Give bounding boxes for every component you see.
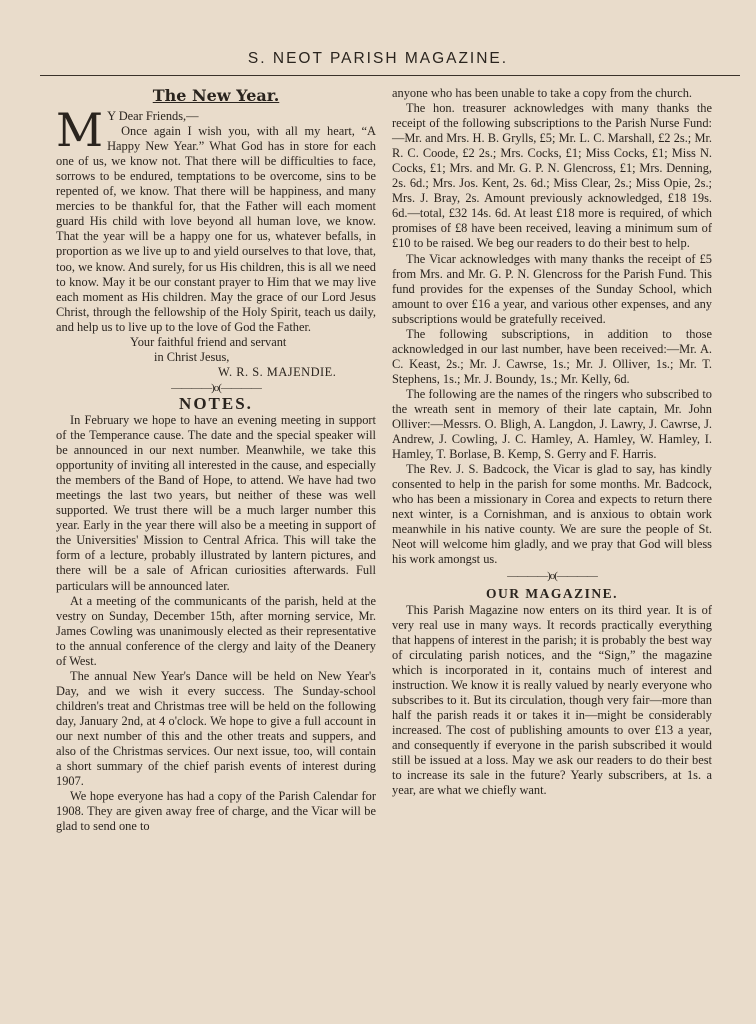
salutation: Y Dear Friends,— bbox=[107, 109, 199, 124]
notes-paragraph-communicants: At a meeting of the communicants of the parish, held at the vestry on Sunday, December 15th, after morning service, Mr. James Cowling was unanimously elected as their representative to the annual conference of the clergy and laity of the Deanery of West. bbox=[56, 593, 376, 668]
magazine-heading: OUR MAGAZINE. bbox=[485, 585, 618, 601]
header-rule bbox=[40, 75, 740, 76]
notes-paragraph-subscriptions: The following subscriptions, in addition to those acknowledged in our last number, have been received:—Mr. A. C. Keast, 2s.; Mr. J. Cawrse, 1s.; Mr. J. Olliver, 1s.; Mr. T. Stephens, 1s.; Mr. J. Boundy, 1s.; Mr. Kelly, 6d. bbox=[392, 326, 712, 386]
notes-paragraph-parish-fund: The Vicar acknowledges with many thanks the receipt of £5 from Mrs. and Mr. G. P. N. Glencross for the Parish Fund. This fund provides for the expenses of the Sunday School, which amount to over £16 a year, and various other expenses, and any subscriptions would be gratefully received. bbox=[392, 251, 712, 326]
notes-paragraph-ringers: The following are the names of the ringers who subscribed to the wreath sent in memory of their late captain, Mr. John Olliver:—Messrs. O. Bligh, A. Langdon, J. Lawry, J. Cawrse, J. Andrew, J. Cowling, J. C. Hamley, A. Hamley, W. Hamley, I. Hamley, T. Borlase, B. Kemp, S. Gerry and F. Harris. bbox=[392, 386, 712, 462]
notes-paragraph-calendar: We hope everyone has had a copy of the Parish Calendar for 1908. They are given away free of charge, and the Vicar will be glad to send one to bbox=[56, 789, 376, 834]
masthead: S. NEOT PARISH MAGAZINE. bbox=[247, 50, 509, 67]
drop-cap: M bbox=[56, 103, 104, 158]
notes-paragraph-badcock: The Rev. J. S. Badcock, the Vicar is glad to say, has kindly consented to help in the parish for some months. Mr. Badcock, who has been a missionary in Corea and expects to return there next winter, is a Cornishman, and is anxious to obtain work meanwhile in his native county. We are sure the people of St. Neot will welcome him gladly, and we pray that God will bless his work amongst us. bbox=[392, 462, 712, 567]
signature-line-1: Your faithful friend and servant bbox=[130, 334, 287, 349]
right-column bbox=[392, 86, 712, 798]
notes-paragraph-temperance: In February we hope to have an evening meeting in support of the Temperance cause. The date and the special speaker will be announced in our next number. Meanwhile, we take this opportunity of inviting all interested in the cause, and especially the members of the Band of Hope, to attend. We have had two meetings the last two years, but neither of these was well supported. We trust there will be a much larger number this year. Early in the year there will also be a meeting in support of the Universities' Mission to Central Africa. This will take the form of a lecture, probably illustrated by lantern pictures, and there will be a sale of African curiosities afterwards. Full particulars will be announced later. bbox=[56, 412, 376, 593]
section-divider: ————)o(———— bbox=[171, 381, 261, 394]
signature-line-2: in Christ Jesus, bbox=[154, 349, 230, 364]
notes-paragraph-nurse-fund: The hon. treasurer acknowledges with many thanks the receipt of the following subscriptions to the Parish Nurse Fund:—Mr. and Mrs. H. B. Grylls, £5; Mr. L. C. Marshall, £2 2s.; Mr. R. C. Coode, £2 2s.; Mrs. Cocks, £1; Miss Cocks, £1; Miss N. Cocks, £1; Mrs. and Mr. G. P. N. Glencross, £1; Mrs. Denning, 2s. 6d.; Mrs. Jos. Kent, 2s. 6d.; Miss Clear, 2s.; Miss Opie, 2s.; Mrs. J. Bray, 2s. Amount previously acknowledged, £18 19s. 6d.—total, £32 14s. 6d. At least £18 more is required, of which promises of £8 have been received, leaving a minimum sum of £10 to be raised. We beg our readers to do their best to help. bbox=[392, 101, 712, 251]
notes-heading: NOTES. bbox=[179, 393, 253, 413]
notes-paragraph-dance: The annual New Year's Dance will be held on New Year's Day, and we wish it every success. The Sunday-school children's treat and Christmas tree will be held on the following day, January 2nd, at 4 o'clock. We hope to give a full account in our next number of this and the other treats and suppers, and also of the Christmas services. Our next issue, too, will contain a short summary of the chief parish events of interest during 1907. bbox=[56, 668, 376, 789]
new-year-title: The New Year. bbox=[152, 86, 280, 105]
left-column bbox=[56, 86, 376, 834]
magazine-paragraph: This Parish Magazine now enters on its third year. It is of very real use in many ways. It records practically everything that happens of interest in the parish; it is probably the best way of circulating parish notices, and the “Sign,” the magazine which is incorporated in it, contains much of interest and instruction. We know it is really valued by nearly everyone who subscribes to it. But its circulation, though very fair—more than half the parish reads it or takes it in—might be considerably increased. The cost of publishing amounts to over £13 a year, and consequently if everyone in the parish subscribed it would still be issued at a loss. May we ask our readers to do their best to increase its sale in the future? Yearly subscribers, at 1s. a year, are what we chiefly want. bbox=[392, 602, 712, 798]
signature-name: W. R. S. MAJENDIE. bbox=[218, 364, 337, 379]
notes-paragraph-calendar-cont: anyone who has been unable to take a copy from the church. bbox=[392, 86, 693, 100]
new-year-letter: Once again I wish you, with all my heart, “A Happy New Year.” What God has in store for each one of us, we know not. That there will be difficulties to face, sorrows to be endured, temptations to be overcome, sins to be repented of, we know. That there will be happiness, and many mercies to be thankful for, that the Father will each moment guard His child with love beyond all human love, we know. That the year will be a happy one for us, whatever befalls, in proportion as we live up to and yield ourselves to that love, that, too, we know. And surely, for us His children, this is all we need to know. May it be our constant prayer to Him that we may live each moment as His children. May the grace of our Lord Jesus Christ, through the fellowship of the Holy Spirit, teach us daily, and help us to live up to the love of God the Father. bbox=[56, 124, 376, 334]
section-divider-2: ————)o(———— bbox=[507, 569, 597, 582]
